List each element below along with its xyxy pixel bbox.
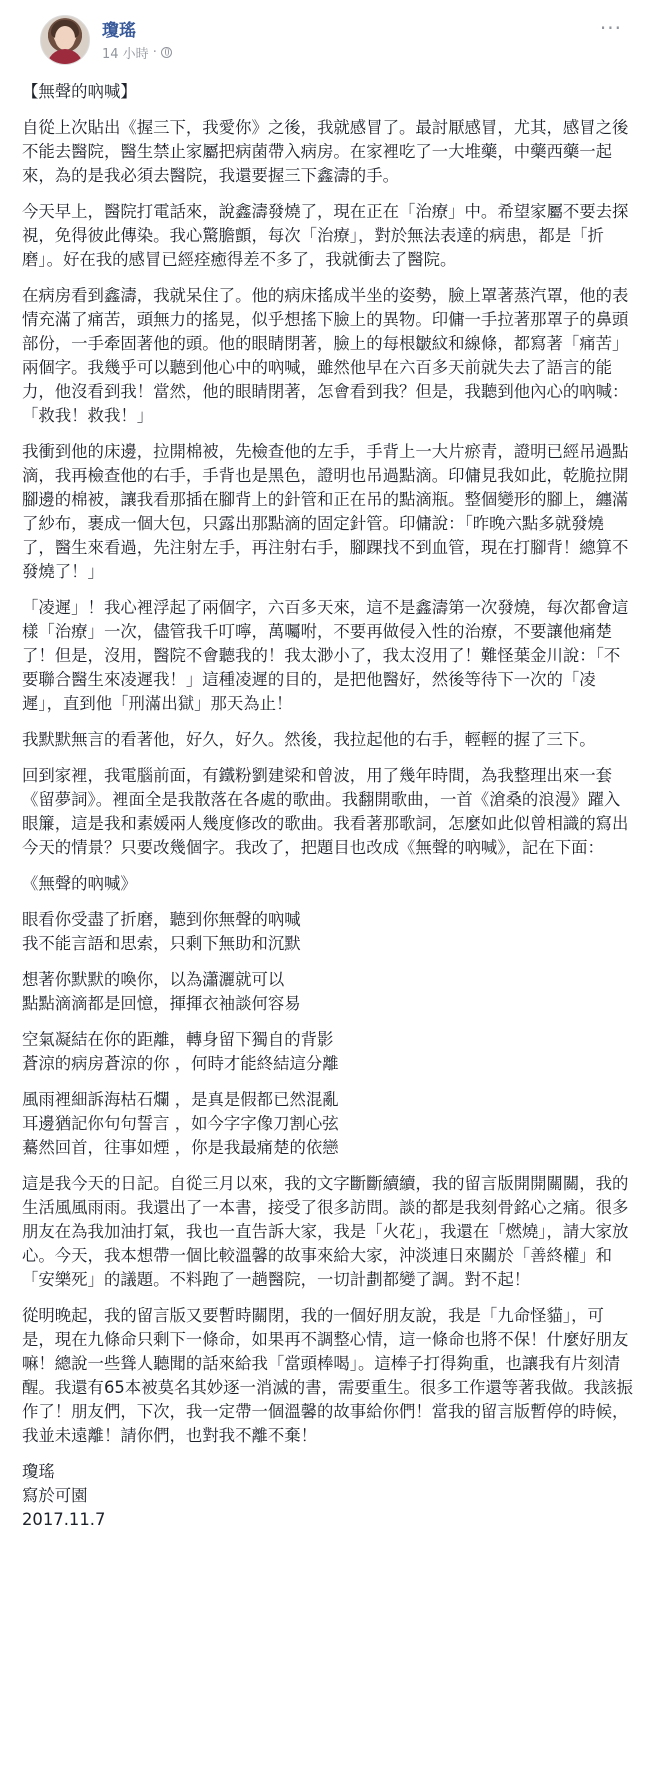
signature-date: 2017.11.7	[22, 1510, 106, 1529]
paragraph: 這是我今天的日記。自從三月以來，我的文字斷斷續續，我的留言版開開關關，我的生活風風雨雨。我還出了一本書，接受了很多訪問。談的都是我刻骨銘心之痛。很多朋友在為我加油打氣，我也一直告訴大家，我是「火花」，我還在「燃燒」，請大家放心。今天，我本想帶一個比較溫馨的故事來給大家，沖淡連日來關於「善終權」和「安樂死」的議題。不料跑了一趟醫院，一切計劃都變了調。對不起！	[22, 1174, 629, 1289]
poem-line: 點點滴滴都是回憶，揮揮衣袖談何容易	[22, 994, 301, 1013]
post-header	[22, 0, 634, 62]
avatar-face	[55, 26, 75, 50]
paragraph: 回到家裡，我電腦前面，有鐵粉劉建梁和曾波，用了幾年時間，為我整理出來一套《留夢詞》。裡面全是我散落在各處的歌曲。我翻開歌曲，一首《滄桑的浪漫》躍入眼簾，這是我和素媛兩人幾度修改的歌曲。我看著那歌詞，怎麼如此似曾相識的寫出今天的情景？只要改幾個字。我改了，把題目也改成《無聲的吶喊》，記在下面：	[22, 766, 629, 857]
paragraph: 從明晚起，我的留言版又要暫時關閉，我的一個好朋友說，我是「九命怪貓」，可是，現在九條命只剩下一條命，如果再不調整心情，這一條命也將不保！什麼好朋友嘛！總說一些聳人聽聞的話來給我「當頭棒喝」。這棒子打得夠重，也讓我有片刻清醒。我還有65本被莫名其妙逐一消滅的書，需要重生。很多工作還等著我做。我該振作了！朋友們，下次，我一定帶一個溫馨的故事給你們！當我的留言版暫停的時候，我並未遠離！請你們，也對我不離不棄！	[22, 1306, 633, 1445]
poem-stanza	[22, 908, 634, 956]
paragraph: 今天早上，醫院打電話來，說鑫濤發燒了，現在正在「治療」中。希望家屬不要去探視，免得彼此傳染。我心驚膽顫，每次「治療」，對於無法表達的病患，都是「折磨」。好在我的感冒已經痊癒得差不多了，我就衝去了醫院。	[22, 202, 629, 269]
poem-stanza	[22, 1028, 634, 1076]
poem-line: 風雨裡細訴海枯石爛 ，是真是假都已然混亂	[22, 1090, 339, 1109]
post-title: 【無聲的吶喊】	[22, 82, 137, 101]
avatar[interactable]	[40, 15, 90, 65]
dot-separator: ·	[152, 45, 157, 60]
signature-place: 寫於可園	[22, 1486, 88, 1505]
post-content	[22, 80, 634, 1532]
avatar-body	[47, 49, 83, 65]
poem-line: 耳邊猶記你句句誓言 ，如今字字像刀割心弦	[22, 1114, 339, 1133]
paragraph: 在病房看到鑫濤，我就呆住了。他的病床搖成半坐的姿勢，臉上罩著蒸汽罩，他的表情充滿了痛苦，頭無力的搖晃，似乎想搖下臉上的異物。印傭一手拉著那罩子的鼻頭部份，一手牽固著他的頭。他的眼睛閉著，臉上的每根皺紋和線條，都寫著「痛苦」兩個字。我幾乎可以聽到他心中的吶喊，雖然他早在六百多天前就失去了語言的能力，他沒看到我！當然，他的眼睛閉著，怎會看到我？但是，我聽到他內心的吶喊：「救我！救我！」	[22, 286, 629, 425]
paragraph: 自從上次貼出《握三下，我愛你》之後，我就感冒了。最討厭感冒，尤其，感冒之後不能去醫院，醫生禁止家屬把病菌帶入病房。在家裡吃了一大堆藥，中藥西藥一起來，為的是我必須去醫院，我還要握三下鑫濤的手。	[22, 118, 629, 185]
poem-line: 空氣凝結在你的距離，轉身留下獨自的背影	[22, 1030, 334, 1049]
poem-line: 驀然回首，往事如煙 ，你是我最痛楚的依戀	[22, 1138, 339, 1157]
poem-stanza	[22, 1088, 634, 1160]
poem-title: 《無聲的吶喊》	[22, 874, 137, 893]
poem-stanza	[22, 968, 634, 1016]
poem-line: 想著你默默的喚你，以為瀟灑就可以	[22, 970, 285, 989]
paragraph: 我衝到他的床邊，拉開棉被，先檢查他的左手，手背上一大片瘀青，證明已經吊過點滴，我再檢查他的右手，手背也是黑色，證明也吊過點滴。印傭見我如此，乾脆拉開腳邊的棉被，讓我看那插在腳背上的針管和正在吊的點滴瓶。整個變形的腳上，纏滿了紗布，裹成一個大包，只露出那點滴的固定針管。印傭說：「昨晚六點多就發燒了，醫生來看過，先注射左手，再注射右手，腳踝找不到血管，現在打腳背！總算不發燒了！」	[22, 442, 629, 581]
more-options-icon[interactable]: ···	[599, 16, 622, 40]
author-name[interactable]: 瓊瑤	[102, 21, 136, 41]
signature-name: 瓊瑤	[22, 1462, 55, 1481]
paragraph: 「凌遲」！我心裡浮起了兩個字，六百多天來，這不是鑫濤第一次發燒，每次都會這樣「治療」一次，儘管我千叮嚀，萬囑咐，不要再做侵入性的治療，不要讓他痛楚了！但是，沒用，醫院不會聽我的！我太渺小了，我太沒用了！難怪葉金川說：「不要聯合醫生來凌遲我！」這種凌遲的目的，是把他醫好，然後等待下一次的「凌遲」，直到他「刑滿出獄」那天為止！	[22, 598, 629, 713]
signature	[22, 1460, 634, 1532]
post-meta	[102, 43, 172, 62]
poem-line: 眼看你受盡了折磨，聽到你無聲的吶喊	[22, 910, 301, 929]
paragraph: 我默默無言的看著他，好久，好久。然後，我拉起他的右手，輕輕的握了三下。	[22, 730, 596, 749]
poem-line: 我不能言語和思索，只剩下無助和沉默	[22, 934, 301, 953]
globe-icon[interactable]	[161, 47, 172, 58]
poem-line: 蒼涼的病房蒼涼的你 ，何時才能終結這分離	[22, 1054, 339, 1073]
post-timestamp[interactable]: 14 小時	[102, 47, 149, 62]
